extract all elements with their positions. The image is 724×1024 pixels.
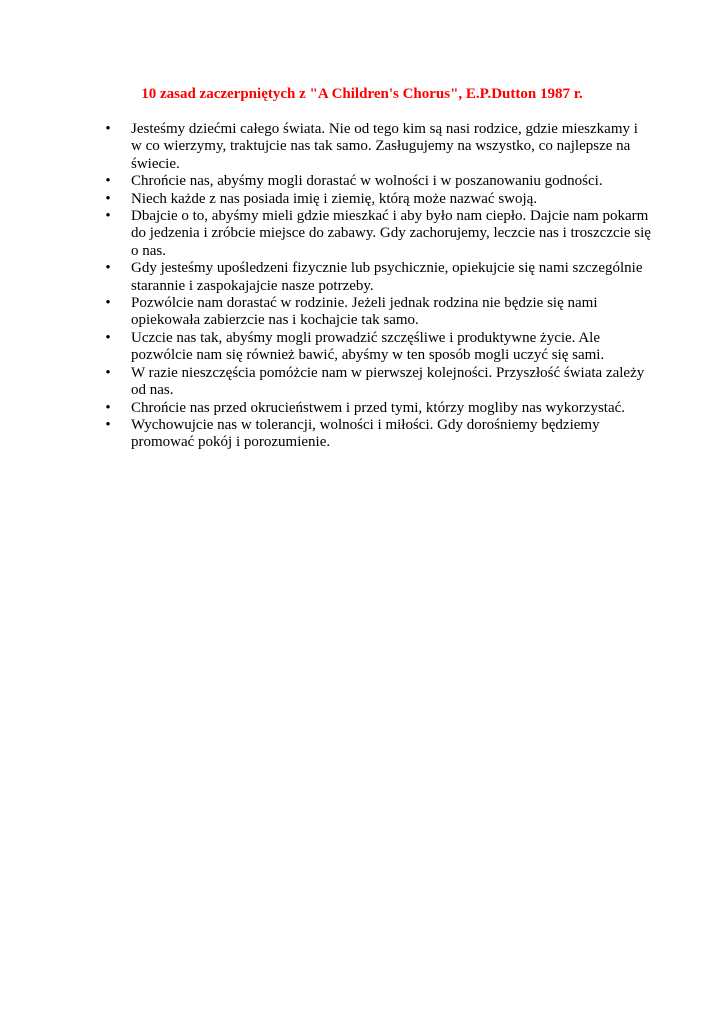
bullet-icon: •: [105, 208, 111, 225]
bullet-icon: •: [105, 190, 111, 207]
bullet-icon: •: [105, 260, 111, 277]
rule-text: W razie nieszczęścia pomóżcie nam w pierwszej kolejności. Przyszłość świata zależy od nas.: [131, 364, 645, 399]
list-item: [105, 329, 651, 365]
bullet-icon: •: [105, 329, 111, 346]
list-item: [105, 295, 651, 330]
list-item: [105, 208, 651, 260]
rule-text: Uczcie nas tak, abyśmy mogli prowadzić szczęśliwe i produktywne życie. Ale pozwólcie nam się również bawić, abyśmy w ten sposób mogli uczyć się sami.: [131, 329, 605, 364]
list-item: [105, 364, 651, 400]
bullet-icon: •: [105, 121, 111, 137]
bullet-icon: •: [105, 173, 111, 190]
document-title: 10 zasad zaczerpniętych z "A Children's Chorus", E.P.Dutton 1987 r.: [141, 86, 583, 102]
bullet-icon: •: [105, 295, 111, 312]
rule-text: Pozwólcie nam dorastać w rodzinie. Jeżeli jednak rodzina nie będzie się nami opiekowała zabierzcie nas i kochajcie tak samo.: [131, 295, 598, 329]
rule-text: Chrońcie nas, abyśmy mogli dorastać w wolności i w poszanowaniu godności.: [131, 173, 603, 190]
bullet-icon: •: [105, 399, 111, 416]
rule-text: Niech każde z nas posiada imię i ziemię, którą może nazwać swoją.: [131, 190, 538, 207]
list-item: [105, 260, 651, 295]
bullet-icon: •: [105, 416, 111, 433]
list-item: [105, 190, 651, 208]
bullet-icon: •: [105, 364, 111, 381]
rule-text: Jesteśmy dziećmi całego świata. Nie od tego kim są nasi rodzice, gdzie mieszkamy i w co wierzymy, traktujcie nas tak samo. Zasługujemy na wszystko, co najlepsze na świecie.: [131, 121, 638, 172]
list-item: [105, 416, 651, 452]
list-item: [105, 121, 651, 173]
rule-text: Wychowujcie nas w tolerancji, wolności i miłości. Gdy dorośniemy będziemy promować pokój i porozumienie.: [131, 416, 600, 451]
rule-text: Chrońcie nas przed okrucieństwem i przed tymi, którzy mogliby nas wykorzystać.: [131, 399, 626, 416]
list-item: [105, 399, 651, 417]
rules-list: [105, 121, 651, 452]
rule-text: Dbajcie o to, abyśmy mieli gdzie mieszkać i aby było nam ciepło. Dajcie nam pokarm do jedzenia i zróbcie miejsce do zabawy. Gdy zachorujemy, leczcie nas i troszczcie się o nas.: [131, 208, 651, 259]
rule-text: Gdy jesteśmy upośledzeni fizycznie lub psychicznie, opiekujcie się nami szczególnie starannie i zaspokajajcie nasze potrzeby.: [131, 260, 643, 294]
list-item: [105, 173, 651, 190]
